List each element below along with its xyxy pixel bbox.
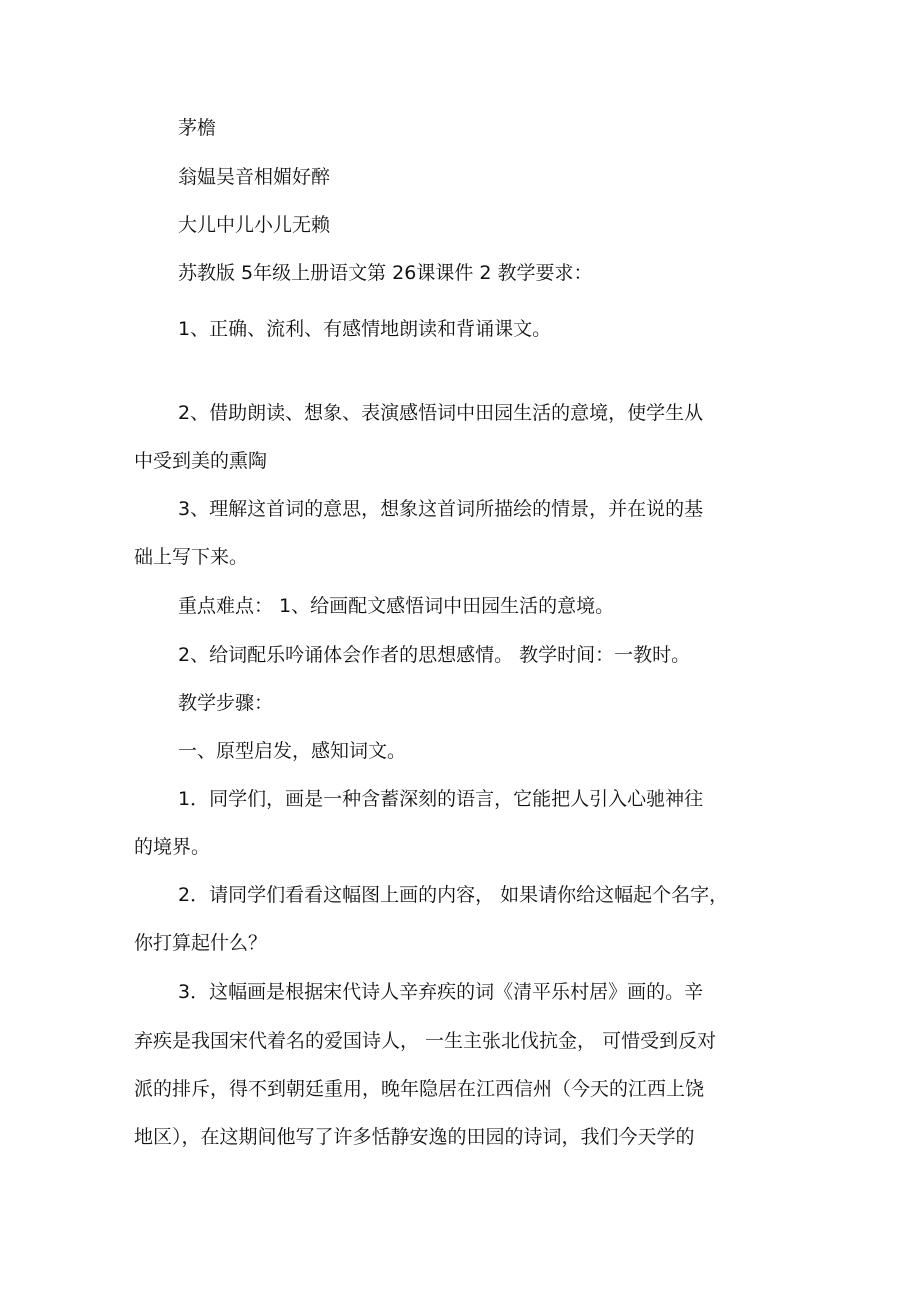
text-line: 3．这幅画是根据宋代诗人辛弃疾的词《清平乐村居》画的。辛 [178, 981, 704, 1003]
text-line: 派的排斥，得不到朝廷重用，晚年隐居在江西信州（今天的江西上饶 [134, 1078, 705, 1100]
text-line: 重点难点： 1、给画配文感悟词中田园生活的意境。 [178, 595, 615, 617]
text-line: 一、原型启发，感知词文。 [178, 740, 407, 762]
text-line: 的境界。 [134, 836, 211, 858]
text-line: 大儿中儿小儿无赖 [178, 214, 331, 236]
text-line: 2．请同学们看看这幅图上画的内容， 如果请你给这幅起个名字， [178, 884, 729, 906]
text-line: 中受到美的熏陶 [134, 450, 268, 472]
text-line: 2、借助朗读、想象、表演感悟词中田园生活的意境，使学生从 [178, 402, 704, 424]
text-line: 你打算起什么？ [134, 932, 268, 954]
text-line: 茅檐 [178, 117, 217, 139]
text-line: 苏教版 5年级上册语文第 26课课件 2 教学要求： [178, 262, 593, 284]
text-line: 翁媪吴音相媚好醉 [178, 166, 331, 188]
text-line: 1．同学们，画是一种含蓄深刻的语言，它能把人引入心驰神往 [178, 788, 704, 810]
text-line: 3、理解这首词的意思，想象这首词所描绘的情景，并在说的基 [178, 498, 704, 520]
text-line: 地区），在这期间他写了许多恬静安逸的田园的诗词，我们今天学的 [134, 1126, 695, 1148]
text-line: 弃疾是我国宋代着名的爱国诗人， 一生主张北伐抗金， 可惜受到反对 [134, 1030, 717, 1052]
text-line: 1、正确、流利、有感情地朗读和背诵课文。 [178, 318, 552, 340]
text-line: 2、给词配乐吟诵体会作者的思想感情。 教学时间：一教时。 [178, 644, 691, 666]
text-line: 教学步骤： [178, 692, 274, 714]
text-line: 础上写下来。 [134, 546, 249, 568]
